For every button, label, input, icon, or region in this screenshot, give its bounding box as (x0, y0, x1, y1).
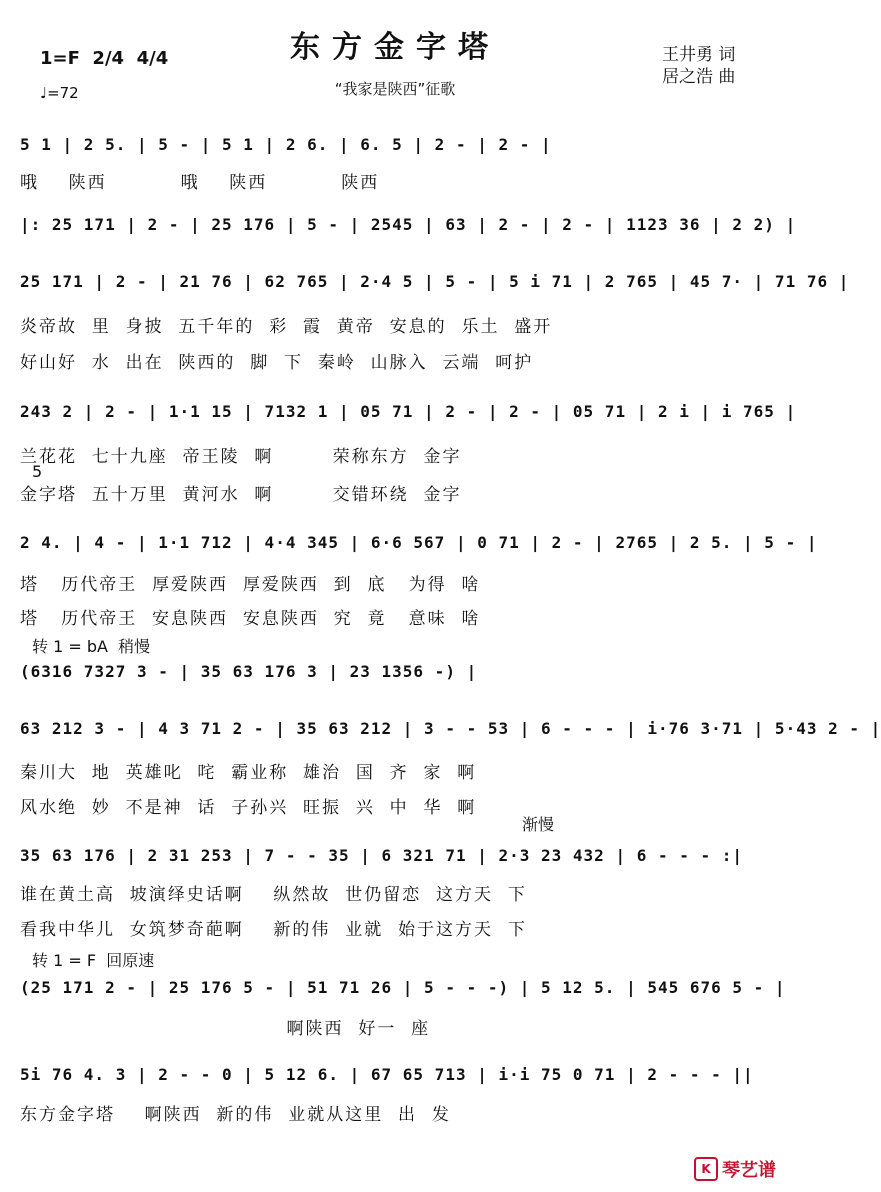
lyric-line-5-2: 塔 历代帝王 安息陕西 安息陕西 究 竟 意味 啥 (20, 609, 481, 629)
lyric-line-9-1: 啊陕西 好一 座 (20, 1019, 431, 1039)
key-change-note-1: 转 1 = bA 稍慢 (32, 637, 151, 656)
notation-line-8: 35 63 176 | 2 31 253 | 7 - - 35 | 6 321 71 | 2·3 23 432 | 6 - - - :| (20, 846, 744, 865)
lyric-line-5-1: 塔 历代帝王 厚爱陕西 厚爱陕西 到 底 为得 啥 (20, 575, 481, 595)
lyric-line-7-1: 秦川大 地 英雄叱 咤 霸业称 雄治 国 齐 家 啊 (20, 763, 477, 783)
lyric-line-10-1: 东方金字塔 啊陕西 新的伟 业就从这里 出 发 (20, 1105, 451, 1125)
notation-line-7: 63 212 3 - | 4 3 71 2 - | 35 63 212 | 3 - - 53 | 6 - - - | i·76 3·71 | 5·43 2 - | (20, 719, 881, 738)
lyric-line-3-2: 好山好 水 出在 陕西的 脚 下 秦岭 山脉入 云端 呵护 (20, 353, 534, 373)
watermark-logo (694, 1156, 776, 1182)
notation-line-5: 2 4. | 4 - | 1·1 712 | 4·4 345 | 6·6 567 | 0 71 | 2 - | 2765 | 2 5. | 5 - | (20, 533, 818, 552)
lyric-line-1-1: 哦 陕西 哦 陕西 陕西 (20, 173, 380, 193)
notation-line-9: (25 171 2 - | 25 176 5 - | 51 71 26 | 5 - - -) | 5 12 5. | 545 676 5 - | (20, 978, 786, 997)
lyric-line-4-2: 金字塔 五十万里 黄河水 啊 交错环绕 金字 (20, 485, 462, 505)
lyricist-credit: 王井勇 词 (662, 45, 736, 65)
notation-line-4: 243 2 | 2 - | 1·1 15 | 7132 1 | 05 71 | 2 - | 2 - | 05 71 | 2 i | i 765 | (20, 402, 797, 421)
tempo-change-note: 渐慢 (522, 815, 555, 834)
notation-line-2: |: 25 171 | 2 - | 25 176 | 5 - | 2545 | 63 | 2 - | 2 - | 1123 36 | 2 2) | (20, 215, 797, 234)
page-subtitle: “我家是陕西”征歌 (334, 80, 456, 98)
notation-line-3: 25 171 | 2 - | 21 76 | 62 765 | 2·4 5 | 5 - | 5 i 71 | 2 765 | 45 7· | 71 76 | (20, 272, 850, 291)
page-title: 东方金字塔 (290, 30, 500, 65)
lyric-line-3-1: 炎帝故 里 身披 五千年的 彩 霞 黄帝 安息的 乐土 盛开 (20, 317, 553, 337)
lyric-line-8-2: 看我中华儿 女筑梦奇葩啊 新的伟 业就 始于这方天 下 (20, 920, 527, 940)
notation-line-10: 5i 76 4. 3 | 2 - - 0 | 5 12 6. | 67 65 713 | i·i 75 0 71 | 2 - - - || (20, 1065, 754, 1084)
watermark-text: 琴艺谱 (722, 1160, 776, 1181)
notation-line-6: (6316 7327 3 - | 35 63 176 3 | 23 1356 -) | (20, 662, 478, 681)
key-signature: 1=F 2/4 4/4 (40, 48, 169, 69)
tempo-mark: ♩=72 (40, 84, 79, 102)
notation-line-1: 5 1 | 2 5. | 5 - | 5 1 | 2 6. | 6. 5 | 2 - | 2 - | (20, 135, 552, 154)
lyric-line-4-1: 兰花花 七十九座 帝王陵 啊 荣称东方 金字 (20, 447, 462, 467)
composer-credit: 居之浩 曲 (662, 67, 736, 87)
logo-icon: K (694, 1157, 718, 1181)
lyric-line-8-1: 谁在黄土高 坡演绎史话啊 纵然故 世仍留恋 这方天 下 (20, 885, 527, 905)
verse-marker: 5 (32, 462, 43, 481)
lyric-line-7-2: 风水绝 妙 不是神 话 子孙兴 旺振 兴 中 华 啊 (20, 798, 477, 818)
key-change-note-2: 转 1 = F 回原速 (32, 951, 155, 970)
